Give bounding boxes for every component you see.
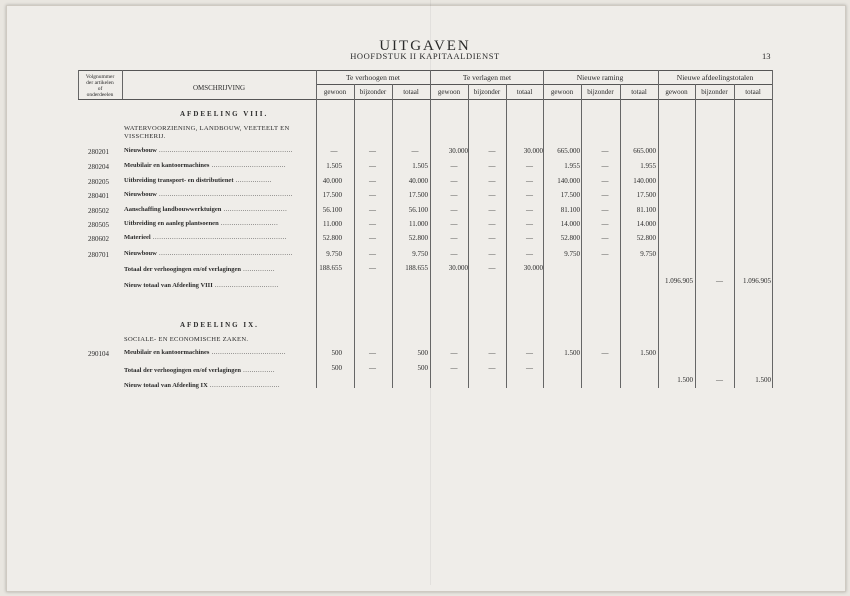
value-cell: — <box>369 191 376 199</box>
value-cell: 40.000 <box>408 177 428 185</box>
value-cell: — <box>450 191 458 199</box>
value-cell: 52.800 <box>636 234 656 242</box>
column-group-header: Nieuwe afdeelingstotalen <box>676 73 754 82</box>
column-subheader: gewoon <box>323 88 347 96</box>
column-group-header: Te verlagen met <box>462 73 512 82</box>
description-label: Nieuwbouw <box>124 147 157 154</box>
value-cell: — <box>526 220 533 228</box>
value-cell: 665.000 <box>633 147 656 155</box>
column-subheader: bijzonder <box>587 88 614 96</box>
value-cell: — <box>450 234 458 242</box>
value-cell: 56.100 <box>322 206 342 214</box>
article-code: 280201 <box>88 148 109 156</box>
column-rule <box>430 70 431 388</box>
value-cell: — <box>526 349 533 357</box>
value-cell: — <box>526 191 533 199</box>
column-group-header: Nieuwe raming <box>576 73 624 82</box>
value-cell: — <box>369 349 376 357</box>
value-cell: 81.100 <box>636 206 656 214</box>
value-cell: — <box>601 349 609 357</box>
page-title: UITGAVEN <box>379 38 471 54</box>
value-cell: — <box>450 177 458 185</box>
column-rule <box>734 84 735 388</box>
value-cell: 17.500 <box>408 191 428 199</box>
table-row-description <box>124 234 287 241</box>
leader-dots: .............................. <box>221 206 288 213</box>
value-cell: — <box>601 147 609 155</box>
value-cell: 9.750 <box>564 250 580 258</box>
value-cell: — <box>601 177 609 185</box>
value-cell: 500 <box>331 349 342 357</box>
page-subtitle: HOOFDSTUK II KAPITAALDIENST <box>350 51 500 61</box>
value-cell: 188.655 <box>405 264 428 272</box>
value-cell: — <box>488 162 496 170</box>
article-code: 280204 <box>88 163 109 171</box>
value-cell: — <box>369 234 376 242</box>
value-cell: — <box>488 220 496 228</box>
value-cell: 500 <box>417 349 428 357</box>
value-cell: 1.500 <box>755 376 771 384</box>
value-cell: 11.000 <box>409 220 428 228</box>
leader-dots: ............................................................... <box>156 191 293 198</box>
table-row-description <box>124 191 293 198</box>
description-label: Totaal der verhoogingen en/of verlagingen <box>124 367 241 374</box>
value-cell: — <box>450 220 458 228</box>
column-rule <box>658 70 659 388</box>
table-row-description <box>124 177 272 184</box>
value-cell: — <box>369 364 376 372</box>
value-cell: 1.500 <box>564 349 580 357</box>
value-cell: 1.096.905 <box>743 277 771 285</box>
value-cell: — <box>601 162 609 170</box>
leader-dots: ............... <box>241 266 275 273</box>
column-subheader: bijzonder <box>473 88 501 96</box>
value-cell: 11.000 <box>323 220 342 228</box>
value-cell: — <box>450 349 458 357</box>
value-cell: 17.500 <box>560 191 580 199</box>
value-cell: 17.500 <box>322 191 342 199</box>
value-cell: 14.000 <box>560 220 580 228</box>
value-cell: — <box>488 264 496 272</box>
value-cell: — <box>716 376 723 384</box>
value-cell: — <box>526 162 533 170</box>
value-cell: 9.750 <box>326 250 342 258</box>
column-subheader: bijzonder <box>359 88 387 96</box>
leader-dots: ............................................................... <box>156 147 293 154</box>
value-cell: 140.000 <box>557 177 580 185</box>
value-cell: 1.505 <box>412 162 428 170</box>
group-header-rule <box>316 84 772 85</box>
volgnummer-header: onderdeelen <box>86 92 114 98</box>
column-rule <box>695 84 696 388</box>
value-cell: — <box>601 250 609 258</box>
description-label: Uitbreiding en aanleg plantsoenen <box>124 220 219 227</box>
page-number: 13 <box>762 51 771 61</box>
new-total-label <box>124 282 279 289</box>
value-cell: — <box>450 206 458 214</box>
article-code: 280701 <box>88 251 109 259</box>
new-total-label <box>124 382 280 389</box>
value-cell: — <box>488 206 496 214</box>
table-row-description <box>124 349 286 356</box>
column-group-header: Te verhoogen met <box>345 73 401 82</box>
description-label: Aanschaffing landbouwwerktuigen <box>124 206 222 213</box>
value-cell: 1.955 <box>640 162 656 170</box>
value-cell: — <box>526 206 533 214</box>
column-subheader: gewoon <box>550 88 574 96</box>
description-label: Totaal der verhoogingen en/of verlagingen <box>124 266 241 273</box>
header-bottom-rule <box>78 99 772 100</box>
description-label: Nieuwbouw <box>124 191 157 198</box>
value-cell: 30.000 <box>523 147 543 155</box>
value-cell: 30.000 <box>448 264 468 272</box>
section-heading: AFDEELING VIII. <box>180 110 269 118</box>
value-cell: 40.000 <box>322 177 342 185</box>
leader-dots: ............................................................... <box>150 234 287 241</box>
column-rule <box>772 70 773 388</box>
section-subheading: SOCIALE- EN ECONOMISCHE ZAKEN. <box>124 336 249 343</box>
value-cell: 14.000 <box>636 220 656 228</box>
leader-dots: ........................... <box>218 220 279 227</box>
volgnummer-header: Volgnummer <box>85 74 115 80</box>
value-cell: — <box>488 349 496 357</box>
table-row-description <box>124 162 286 169</box>
description-label: Materieel <box>124 234 151 241</box>
value-cell: 9.750 <box>412 250 428 258</box>
value-cell: — <box>369 264 376 272</box>
value-cell: — <box>526 234 533 242</box>
table-row-description <box>124 147 293 154</box>
value-cell: — <box>330 147 338 155</box>
total-row-label <box>124 266 275 273</box>
article-code: 280502 <box>88 207 109 215</box>
value-cell: — <box>369 220 376 228</box>
leader-dots: ................................... <box>209 349 286 356</box>
value-cell: — <box>488 147 496 155</box>
value-cell: — <box>488 234 496 242</box>
value-cell: 52.800 <box>408 234 428 242</box>
value-cell: 500 <box>417 364 428 372</box>
value-cell: — <box>369 206 376 214</box>
value-cell: — <box>450 250 458 258</box>
value-cell: — <box>488 250 496 258</box>
description-label: Meubilair en kantoormachines <box>124 349 210 356</box>
value-cell: 17.500 <box>636 191 656 199</box>
section-heading: AFDEELING IX. <box>180 321 259 329</box>
column-subheader: totaal <box>745 88 761 96</box>
description-label: Nieuw totaal van Afdeeling VIII <box>124 282 213 289</box>
omschrijving-header: OMSCHRIJVING <box>192 84 246 92</box>
value-cell: — <box>450 364 458 372</box>
section-subheading: VISSCHERIJ. <box>124 133 166 140</box>
leader-dots: ............................................................... <box>156 250 293 257</box>
leader-dots: ................. <box>233 177 272 184</box>
value-cell: — <box>450 162 458 170</box>
value-cell: — <box>526 250 533 258</box>
column-rule <box>316 70 317 388</box>
value-cell: 188.655 <box>319 264 342 272</box>
column-subheader: totaal <box>403 88 419 96</box>
value-cell: 500 <box>331 364 342 372</box>
value-cell: — <box>526 177 533 185</box>
leader-dots: .............................. <box>212 282 279 289</box>
article-code: 290104 <box>88 350 109 358</box>
value-cell: — <box>601 191 609 199</box>
value-cell: 30.000 <box>448 147 468 155</box>
value-cell: 81.100 <box>560 206 580 214</box>
value-cell: 665.000 <box>557 147 580 155</box>
article-code: 280602 <box>88 235 109 243</box>
table-row-description <box>124 206 287 213</box>
value-cell: — <box>716 277 723 285</box>
value-cell: 1.505 <box>326 162 342 170</box>
column-subheader: totaal <box>631 88 647 96</box>
column-subheader: gewoon <box>437 88 461 96</box>
table-row-description <box>124 220 278 227</box>
leader-dots: ................................... <box>209 162 286 169</box>
total-row-label <box>124 367 275 374</box>
value-cell: — <box>488 364 496 372</box>
value-cell: — <box>369 177 376 185</box>
value-cell: 140.000 <box>633 177 656 185</box>
value-cell: — <box>488 177 496 185</box>
value-cell: 30.000 <box>523 264 543 272</box>
value-cell: — <box>526 364 533 372</box>
article-code: 280505 <box>88 221 109 229</box>
value-cell: 52.800 <box>560 234 580 242</box>
volgnummer-header: of <box>97 86 103 92</box>
value-cell: — <box>601 220 609 228</box>
article-code: 280401 <box>88 192 109 200</box>
description-label: Nieuwbouw <box>124 250 157 257</box>
description-label: Uitbreiding transport- en distributienet <box>124 177 234 184</box>
value-cell: — <box>369 147 376 155</box>
value-cell: — <box>411 147 419 155</box>
value-cell: — <box>601 234 609 242</box>
value-cell: 56.100 <box>408 206 428 214</box>
description-label: Meubilair en kantoormachines <box>124 162 210 169</box>
value-cell: 9.750 <box>640 250 656 258</box>
table-row-description <box>124 250 293 257</box>
value-cell: 1.500 <box>677 376 693 384</box>
section-subheading: WATERVOORZIENING, LANDBOUW, VEETEELT EN <box>124 125 290 132</box>
leader-dots: ............... <box>241 367 275 374</box>
value-cell: 52.800 <box>322 234 342 242</box>
value-cell: — <box>369 162 376 170</box>
value-cell: — <box>601 206 609 214</box>
description-label: Nieuw totaal van Afdeeling IX <box>124 382 208 389</box>
column-subheader: totaal <box>516 88 533 96</box>
volgnummer-header: der artikelen <box>86 80 114 86</box>
table-top-rule <box>78 70 772 71</box>
value-cell: 1.955 <box>564 162 580 170</box>
value-cell: 1.500 <box>640 349 656 357</box>
column-subheader: gewoon <box>665 88 688 96</box>
value-cell: — <box>488 191 496 199</box>
column-subheader: bijzonder <box>701 88 728 96</box>
leader-dots: ................................. <box>207 382 281 389</box>
value-cell: — <box>369 250 376 258</box>
article-code: 280205 <box>88 178 109 186</box>
value-cell: 1.096.905 <box>665 277 693 285</box>
column-rule <box>543 70 544 388</box>
